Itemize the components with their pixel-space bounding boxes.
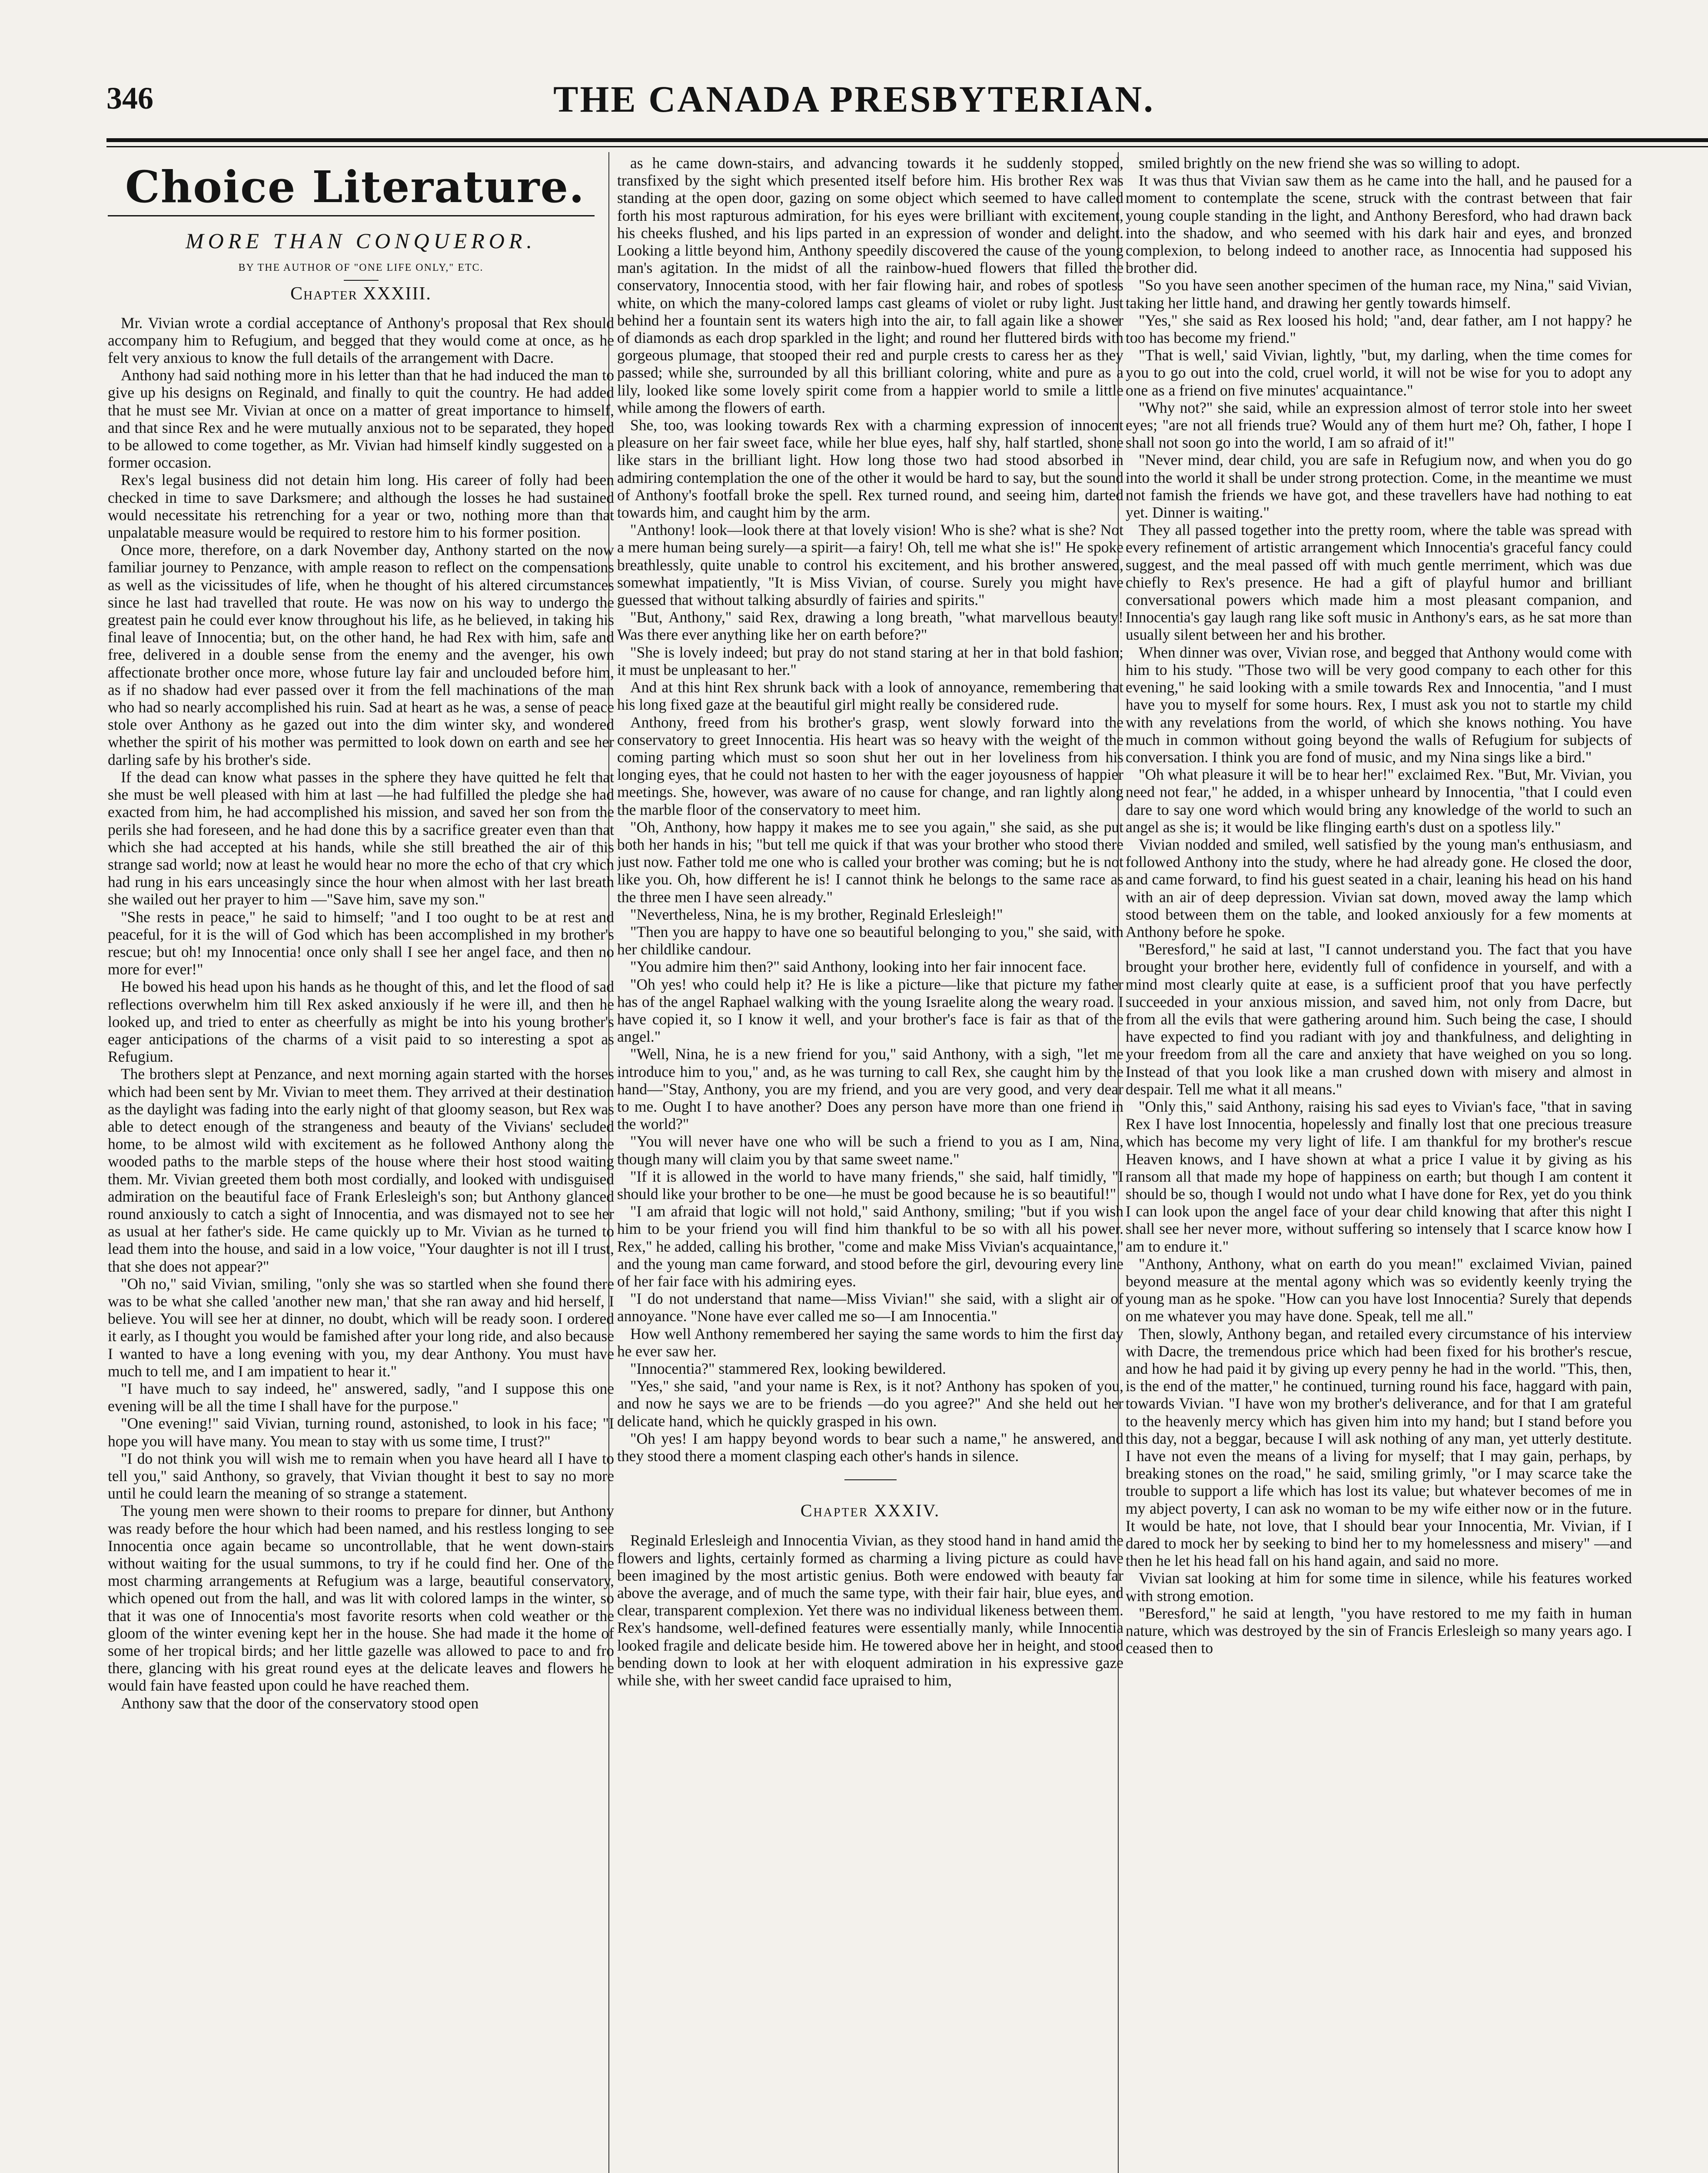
paragraph: "So you have seen another specimen of the human race, my Nina," said Vivian, taking her little hand, and drawing her gently towards himself. xyxy=(1126,276,1632,312)
paragraph: "She is lovely indeed; but pray do not stand staring at her in that bold fashion; it must be unpleasant to her." xyxy=(617,643,1123,678)
page-number: 346 xyxy=(106,81,153,116)
paragraph: "I am afraid that logic will not hold," said Anthony, smiling; "but if you wish him to be your friend you will find him thankful to be so with all his power. Rex," he added, calling his brother, "come and make Miss Vivian's acquaintance," and the young man came forward, and stood before the girl, devouring every line of her fair face with his admiring eyes. xyxy=(617,1203,1123,1290)
column-2 xyxy=(617,154,1123,2173)
paragraph: If the dead can know what passes in the sphere they have quitted he felt that she must be well pleased with him at last —he had fulfilled the pledge she had exacted from him, he had accomplished his mission, and saved her son from the perils she had foreseen, and he had done this by a sacrifice greater even than that which she had accepted at his hands, while she still breathed the air of this strange sad world; now at least he would hear no more the echo of that cry which had rung in his ears unceasingly since the hour when almost with her last breath she wailed out her prayer to him —"Save him, save my son." xyxy=(108,768,614,908)
story-title: MORE THAN CONQUEROR. xyxy=(186,229,536,253)
paragraph: "Yes," she said, "and your name is Rex, is it not? Anthony has spoken of you, and now he says we are to be friends —do you agree?" And she held out her delicate hand, which he quickly grasped in his own. xyxy=(617,1377,1123,1430)
paragraph: She, too, was looking towards Rex with a charming expression of innocent pleasure on her fair sweet face, while her blue eyes, half shy, half startled, shone like stars in the brilliant light. How long those two had stood absorbed in admiring contemplation the one of the other it would be hard to say, but the sound of Anthony's footfall broke the spell. Rex turned round, and seeing him, darted towards him, and caught him by the arm. xyxy=(617,416,1123,522)
paragraph: It was thus that Vivian saw them as he came into the hall, and he paused for a moment to contemplate the scene, struck with the contrast between that fair young couple standing in the light, and Anthony Beresford, who had drawn back into the shadow, and who seemed with his dark hair and eyes, and bronzed complexion, to belong indeed to another race, as Innocentia had supposed his brother did. xyxy=(1126,172,1632,277)
paragraph: "One evening!" said Vivian, turning round, astonished, to look in his face; "I hope you will have many. You mean to stay with us some time, I trust?" xyxy=(108,1415,614,1450)
paragraph: Anthony had said nothing more in his letter than that he had induced the man to give up his designs on Reginald, and finally to quit the country. He had added that he must see Mr. Vivian at once on a matter of great importance to himself, and that since Rex and he were mutually anxious not to be separated, they hoped to be allowed to come together, as Mr. Vivian had himself kindly suggested on a former occasion. xyxy=(108,366,614,472)
paragraph: as he came down-stairs, and advancing towards it he suddenly stopped, transfixed by the sight which presented itself before him. His brother Rex was standing at the open door, gazing on some object which seemed to have called forth his most rapturous admiration, for his eyes were brilliant with excitement, his cheeks flushed, and his lips parted in an expression of wonder and delight. Looking a little beyond him, Anthony speedily discovered the cause of the young man's agitation. In the midst of all the rainbow-hued flowers that filled the conservatory, Innocentia stood, with her fair flowing hair, and robes of spotless white, on which the many-colored lamps cast gleams of violet or ruby light. Just behind her a fountain sent its waters high into the air, to fall again like a shower of diamonds as each drop sparkled in the light; and round her fluttered birds with gorgeous plumage, that stooped their red and purple crests to caress her as they passed; while she, surrounded by all this brilliant coloring, white and pure as a lily, looked like some lovely spirit come from a happier world to smile a little while among the flowers of earth. xyxy=(617,154,1123,416)
section-title: Choice Literature. xyxy=(125,161,585,213)
paragraph: Rex's legal business did not detain him long. His career of folly had been checked in time to save Darksmere; and although the losses he had sustained would necessitate his retrenching for a year or two, nothing more than that unpalatable measure would be required to restore him to his former position. xyxy=(108,471,614,542)
paragraph: The young men were shown to their rooms to prepare for dinner, but Anthony was ready before the hour which had been named, and his restless longing to see Innocentia once again became so uncontrollable, that he went down-stairs without waiting for the usual summons, to try if he could find her. One of the most charming arrangements at Refugium was a large, beautiful conservatory, which opened out from the hall, and was lit with colored lamps in the winter, so that it was one of Innocentia's most favorite resorts when cold weather or the gloom of the winter evening kept her in the house. She had made it the home of some of her tropical birds; and her little gazelle was allowed to pace to and fro there, glancing with his great round eyes at the delicate leaves and flowers he would fain have feasted upon could he have reached them. xyxy=(108,1502,614,1695)
paragraph: Anthony, freed from his brother's grasp, went slowly forward into the conservatory to greet Innocentia. His heart was so heavy with the weight of the coming parting which must so soon shut her out in her loveliness from his longing eyes, that he could not hasten to her with the eager joyousness of happier meetings. She, however, was aware of no cause for change, and ran lightly along the marble floor of the conservatory to meet him. xyxy=(617,713,1123,818)
chapter-heading: Chapter XXXIII. xyxy=(290,284,432,304)
paragraph: "Beresford," he said at length, "you have restored to me my faith in human nature, which was destroyed by the sin of Francis Erlesleigh so many years ago. I ceased then to xyxy=(1126,1604,1632,1657)
paragraph: "Oh yes! who could help it? He is like a picture—like that picture my father has of the angel Raphael walking with the young Israelite along the weary road. I have copied it, so I know it well, and your brother's face is fair as that of the angel." xyxy=(617,975,1123,1046)
paragraph: "Anthony! look—look there at that lovely vision! Who is she? what is she? Not a mere human being surely—a spirit—a fairy! Oh, tell me what she is!" He spoke breathlessly, quite unable to control his excitement, and his brother answered, somewhat impatiently, "It is Miss Vivian, of course. Surely you might have guessed that without talking absurdly of fairies and spirits." xyxy=(617,521,1123,609)
paragraph: "Never mind, dear child, you are safe in Refugium now, and when you do go into the world it shall be under strong protection. Come, in the meantime we must not famish the friends we have got, and these travellers have had nothing to eat yet. Dinner is waiting." xyxy=(1126,451,1632,522)
column-1-body xyxy=(108,314,614,1712)
paragraph: "Yes," she said as Rex loosed his hold; "and, dear father, am I not happy? he too has become my friend." xyxy=(1126,311,1632,347)
paragraph: Mr. Vivian wrote a cordial acceptance of Anthony's proposal that Rex should accompany him to Refugium, and begged that they would come at once, as he felt very anxious to know the full details of the arrangement with Dacre. xyxy=(108,314,614,367)
paragraph: "Well, Nina, he is a new friend for you," said Anthony, with a sigh, "let me introduce him to you," and, as he was turning to call Rex, she caught him by the hand—"Stay, Anthony, you are my friend, and you are very good, and very dear to me. Ought I to have another? Does any person have more than one friend in the world?" xyxy=(617,1045,1123,1133)
paragraph: And at this hint Rex shrunk back with a look of annoyance, remembering that his long fixed gaze at the beautiful girl might really be considered rude. xyxy=(617,678,1123,714)
paragraph: "I do not think you will wish me to remain when you have heard all I have to tell you," said Anthony, so gravely, that Vivian thought it best to say no more until he could learn the meaning of so strange a statement. xyxy=(108,1449,614,1502)
paragraph: "Innocentia?" stammered Rex, looking bewildered. xyxy=(630,1360,946,1378)
paragraph: "She rests in peace," he said to himself; "and I too ought to be at rest and peaceful, for it is the will of God which has been accomplished in my brother's rescue; but oh! my Innocentia! once only shall I see her angel face, and then no more for ever!" xyxy=(108,908,614,978)
paragraph: Reginald Erlesleigh and Innocentia Vivian, as they stood hand in hand amid the flowers and lights, certainly formed as charming a living picture as could have been imagined by the most artistic genius. Both were endowed with beauty far above the average, and of much the same type, with their fair hair, blue eyes, and clear, transparent complexion. Yet there was no individual likeness between them. Rex's handsome, well-defined features were essentially manly, while Innocentia looked fragile and delicate beside him. He towered above her in height, and stood bending down to look at her with eloquent admiration in his expressive gaze while she, with her sweet candid face upraised to him, xyxy=(617,1532,1123,1689)
header-rule xyxy=(106,138,1708,142)
paragraph: "I do not understand that name—Miss Vivian!" she said, with a slight air of annoyance. "None have ever called me so—I am Innocentia." xyxy=(617,1290,1123,1325)
column-2-body-cont xyxy=(617,1532,1123,1689)
paragraph: Vivian sat looking at him for some time in silence, while his features worked with strong emotion. xyxy=(1126,1569,1632,1605)
paragraph: "Only this," said Anthony, raising his sad eyes to Vivian's face, "that in saving Rex I have lost Innocentia, hopelessly and finally lost that one precious treasure which has become my very light of life. I am thankful for my brother's rescue Heaven knows, and I have shown at what a price I value it by giving as his ransom all that made my hope of happiness on earth; but though I am content it should be so, though I would not undo what I have done for Rex, yet do you think I can look upon the angel face of your dear child knowing that after this night I shall see her never more, without suffering so intensely that I scarce know how I am to endure it." xyxy=(1126,1097,1632,1255)
paragraph: How well Anthony remembered her saying the same words to him the first day he ever saw her. xyxy=(617,1325,1123,1360)
paragraph: When dinner was over, Vivian rose, and begged that Anthony would come with him to his study. "Those two will be very good company to each other for this evening," he said looking with a smile towards Rex and Innocentia, "and I must have you to myself for some hours. Rex, I must ask you not to startle my child with any revelations from the world, of which she knows nothing. You have much in common without going beyond the walls of Refugium for subjects of conversation. I think you are fond of music, and my Nina sings like a bird." xyxy=(1126,643,1632,766)
masthead xyxy=(0,0,1708,143)
paragraph: "But, Anthony," said Rex, drawing a long breath, "what marvellous beauty! Was there ever anything like her on earth before?" xyxy=(617,608,1123,644)
paragraph: They all passed together into the pretty room, where the table was spread with every refinement of artistic arrangement which Innocentia's graceful fancy could suggest, and the meal passed off with much gentle merriment, which was due chiefly to Rex's presence. He had a gift of playful humor and brilliant conversational powers which made him a most pleasant companion, and Innocentia's gay laugh rang like soft music in Anthony's ears, as he sat more than usually silent between her and his brother. xyxy=(1126,521,1632,644)
paragraph: "Oh yes! I am happy beyond words to bear such a name," he answered, and they stood there a moment clasping each other's hands in silence. xyxy=(617,1429,1123,1465)
byline: BY THE AUTHOR OF "ONE LIFE ONLY," ETC. xyxy=(238,262,484,274)
paragraph: "Oh what pleasure it will be to hear her!" exclaimed Rex. "But, Mr. Vivian, you need not fear," he added, in a whisper unheard by Innocentia, "that I could even dare to say one word which would bring any knowledge of the world to such an angel as she is; it would be like flinging earth's dust on a spotless lily." xyxy=(1126,766,1632,836)
header-rule-thin xyxy=(106,146,1708,147)
paragraph: "Then you are happy to have one so beautiful belonging to you," she said, with her childlike candour. xyxy=(617,923,1123,958)
paper-title: THE CANADA PRESBYTERIAN. xyxy=(553,78,1155,120)
byline-rule xyxy=(344,280,379,281)
paragraph: The brothers slept at Penzance, and next morning again started with the horses which had been sent by Mr. Vivian to meet them. They arrived at their destination as the daylight was fading into the early night of that gloomy season, but Rex was able to detect enough of the strangeness and beauty of the Vivians' secluded home, to be almost wild with excitement as he followed Anthony along the wooded paths to the marble steps of the house where their host stood waiting them. Mr. Vivian greeted them both most cordially, and looked with undisguised admiration on the beautiful face of Frank Erlesleigh's son; but Anthony glanced round anxiously to catch a sight of Innocentia, and was dismayed not to see her as usual at her father's side. He came quickly up to Mr. Vivian as he turned to lead them into the house, and said in a low voice, "Your daughter is not ill I trust, that she does not appear?" xyxy=(108,1065,614,1275)
paragraph: "Beresford," he said at last, "I cannot understand you. The fact that you have brought your brother here, evidently full of confidence in yourself, and with a mind most clearly quite at ease, is a sufficient proof that you have perfectly succeeded in your anxious mission, and saved him, not only from Dacre, but from all the evils that were gathering around him. Such being the case, I should have expected to find you radiant with joy and thankfulness, and delighting in your freedom from all the care and anxiety that have weighed on you so long. Instead of that you look like a man crushed down with misery and almost in despair. Tell me what it all means." xyxy=(1126,940,1632,1098)
paragraph: "I have much to say indeed, he" answered, sadly, "and I suppose this one evening will be all the time I shall have for the purpose." xyxy=(108,1380,614,1415)
chapter-heading-2: Chapter XXXIV. xyxy=(800,1501,940,1521)
column-2-body xyxy=(617,154,1123,1465)
paragraph: Once more, therefore, on a dark November day, Anthony started on the now familiar journey to Penzance, with ample reason to reflect on the compensations as well as the vicissitudes of life, when he thought of his altered circumstances since he last had travelled that route. He was now on his way to undergo the greatest pain he could ever know throughout his life, as he believed, in taking his final leave of Innocentia; but, on the other hand, he had Rex with him, safe and free, delivered in a double sense from the enemy and the avenger, his own affectionate brother once more, whose future lay fair and unclouded before him, as if no shadow had ever passed over it from the fell machinations of the man who had so nearly accomplished his ruin. Sad at heart as he was, a sense of peace stole over Anthony as he gazed out into the dim winter sky, and wondered whether the spirit of his mother was permitted to look down on earth and see her darling safe by his brother's side. xyxy=(108,541,614,768)
paragraph: "Anthony, Anthony, what on earth do you mean!" exclaimed Vivian, pained beyond measure at the mental agony which was so evidently keenly trying the young man as he spoke. "How can you have lost Innocentia? Surely that depends on me whatever you may have done. Speak, tell me all." xyxy=(1126,1255,1632,1325)
chapter-rule xyxy=(844,1479,897,1480)
section-rule xyxy=(108,215,595,216)
paragraph: "Nevertheless, Nina, he is my brother, Reginald Erlesleigh!" xyxy=(630,905,1003,923)
paragraph: Then, slowly, Anthony began, and retailed every circumstance of his interview with Dacre, the tremendous price which had been fixed for his brother's rescue, and how he had paid it by giving up every penny he had in the world. "This, then, is the end of the matter," he continued, turning round his face, haggard with pain, towards Vivian. "I have won my brother's deliverance, and for that I am grateful to the heavenly mercy which has given him into my hand; but I stand before you this day, not a beggar, because I will ask nothing of any man, yet utterly destitute. I have not even the means of a living for myself; that I may gain, perhaps, by breaking stones on the road," he said, smiling grimly, "or I may scarce take the trouble to support a life which has lost its value; but whatever becomes of me in my abject poverty, I can ask no woman to be my wife either now or in the future. It would be hate, not love, that I should bear your Innocentia, Mr. Vivian, if I dared to mock her by seeking to bind her to my homelessness and misery" —and then he let his head fall on his hand again, and said no more. xyxy=(1126,1325,1632,1570)
paragraph: He bowed his head upon his hands as he thought of this, and let the flood of sad reflections overwhelm him till Rex asked anxiously if he were ill, and then he looked up, and tried to enter as cheerfully as might be into his young brother's eager anticipations of the charms of a visit paid to so interesting a spot as Refugium. xyxy=(108,978,614,1066)
paragraph: "You admire him then?" said Anthony, looking into her fair innocent face. xyxy=(630,958,1087,976)
paragraph: "You will never have one who will be such a friend to you as I am, Nina, though many will claim you by that same sweet name." xyxy=(617,1133,1123,1168)
paragraph: "Oh, Anthony, how happy it makes me to see you again," she said, as she put both her hands in his; "but tell me quick if that was your brother who stood there just now. Father told me one who is called your brother was coming; but he is not like you. Oh, how different he is! I cannot think he belongs to the same race as the three men I have seen already." xyxy=(617,818,1123,906)
column-3-body xyxy=(1126,154,1632,1657)
paragraph: "If it is allowed in the world to have many friends," she said, half timidly, "I should like your brother to be one—he must be good because he is so beautiful!" xyxy=(617,1167,1123,1203)
paragraph: "Why not?" she said, while an expression almost of terror stole into her sweet eyes; "are not all friends true? Would any of them hurt me? Oh, father, I hope I shall not soon go into the world, I am so afraid of it!" xyxy=(1126,399,1632,452)
paragraph: Vivian nodded and smiled, well satisfied by the young man's enthusiasm, and followed Anthony into the study, where he had already gone. He closed the door, and came forward, to find his guest seated in a chair, leaning his head on his hand with an air of deep depression. Vivian sat down, moved away the lamp which stood between them on the table, and looked anxiously for a few moments at Anthony before he spoke. xyxy=(1126,835,1632,940)
paragraph: smiled brightly on the new friend she was so willing to adopt. xyxy=(1139,154,1520,172)
paragraph: "That is well,' said Vivian, lightly, "but, my darling, when the time comes for you to go out into the cold, cruel world, it will not be wise for you to adopt any one as a friend on five minutes' acquaintance." xyxy=(1126,346,1632,399)
paragraph: "Oh no," said Vivian, smiling, "only she was so startled when she found there was to be what she called 'another new man,' that she ran away and hid herself, I believe. You will see her at dinner, no doubt, which will be ready soon. I ordered it early, as I thought you would be famished after your long ride, and also because I wanted to have a long evening with you, my dear Anthony. You must have much to tell me, and I am impatient to hear it." xyxy=(108,1275,614,1380)
paragraph: Anthony saw that the door of the conservatory stood open xyxy=(121,1694,479,1712)
column-1 xyxy=(108,154,614,2173)
column-3 xyxy=(1126,154,1632,2173)
